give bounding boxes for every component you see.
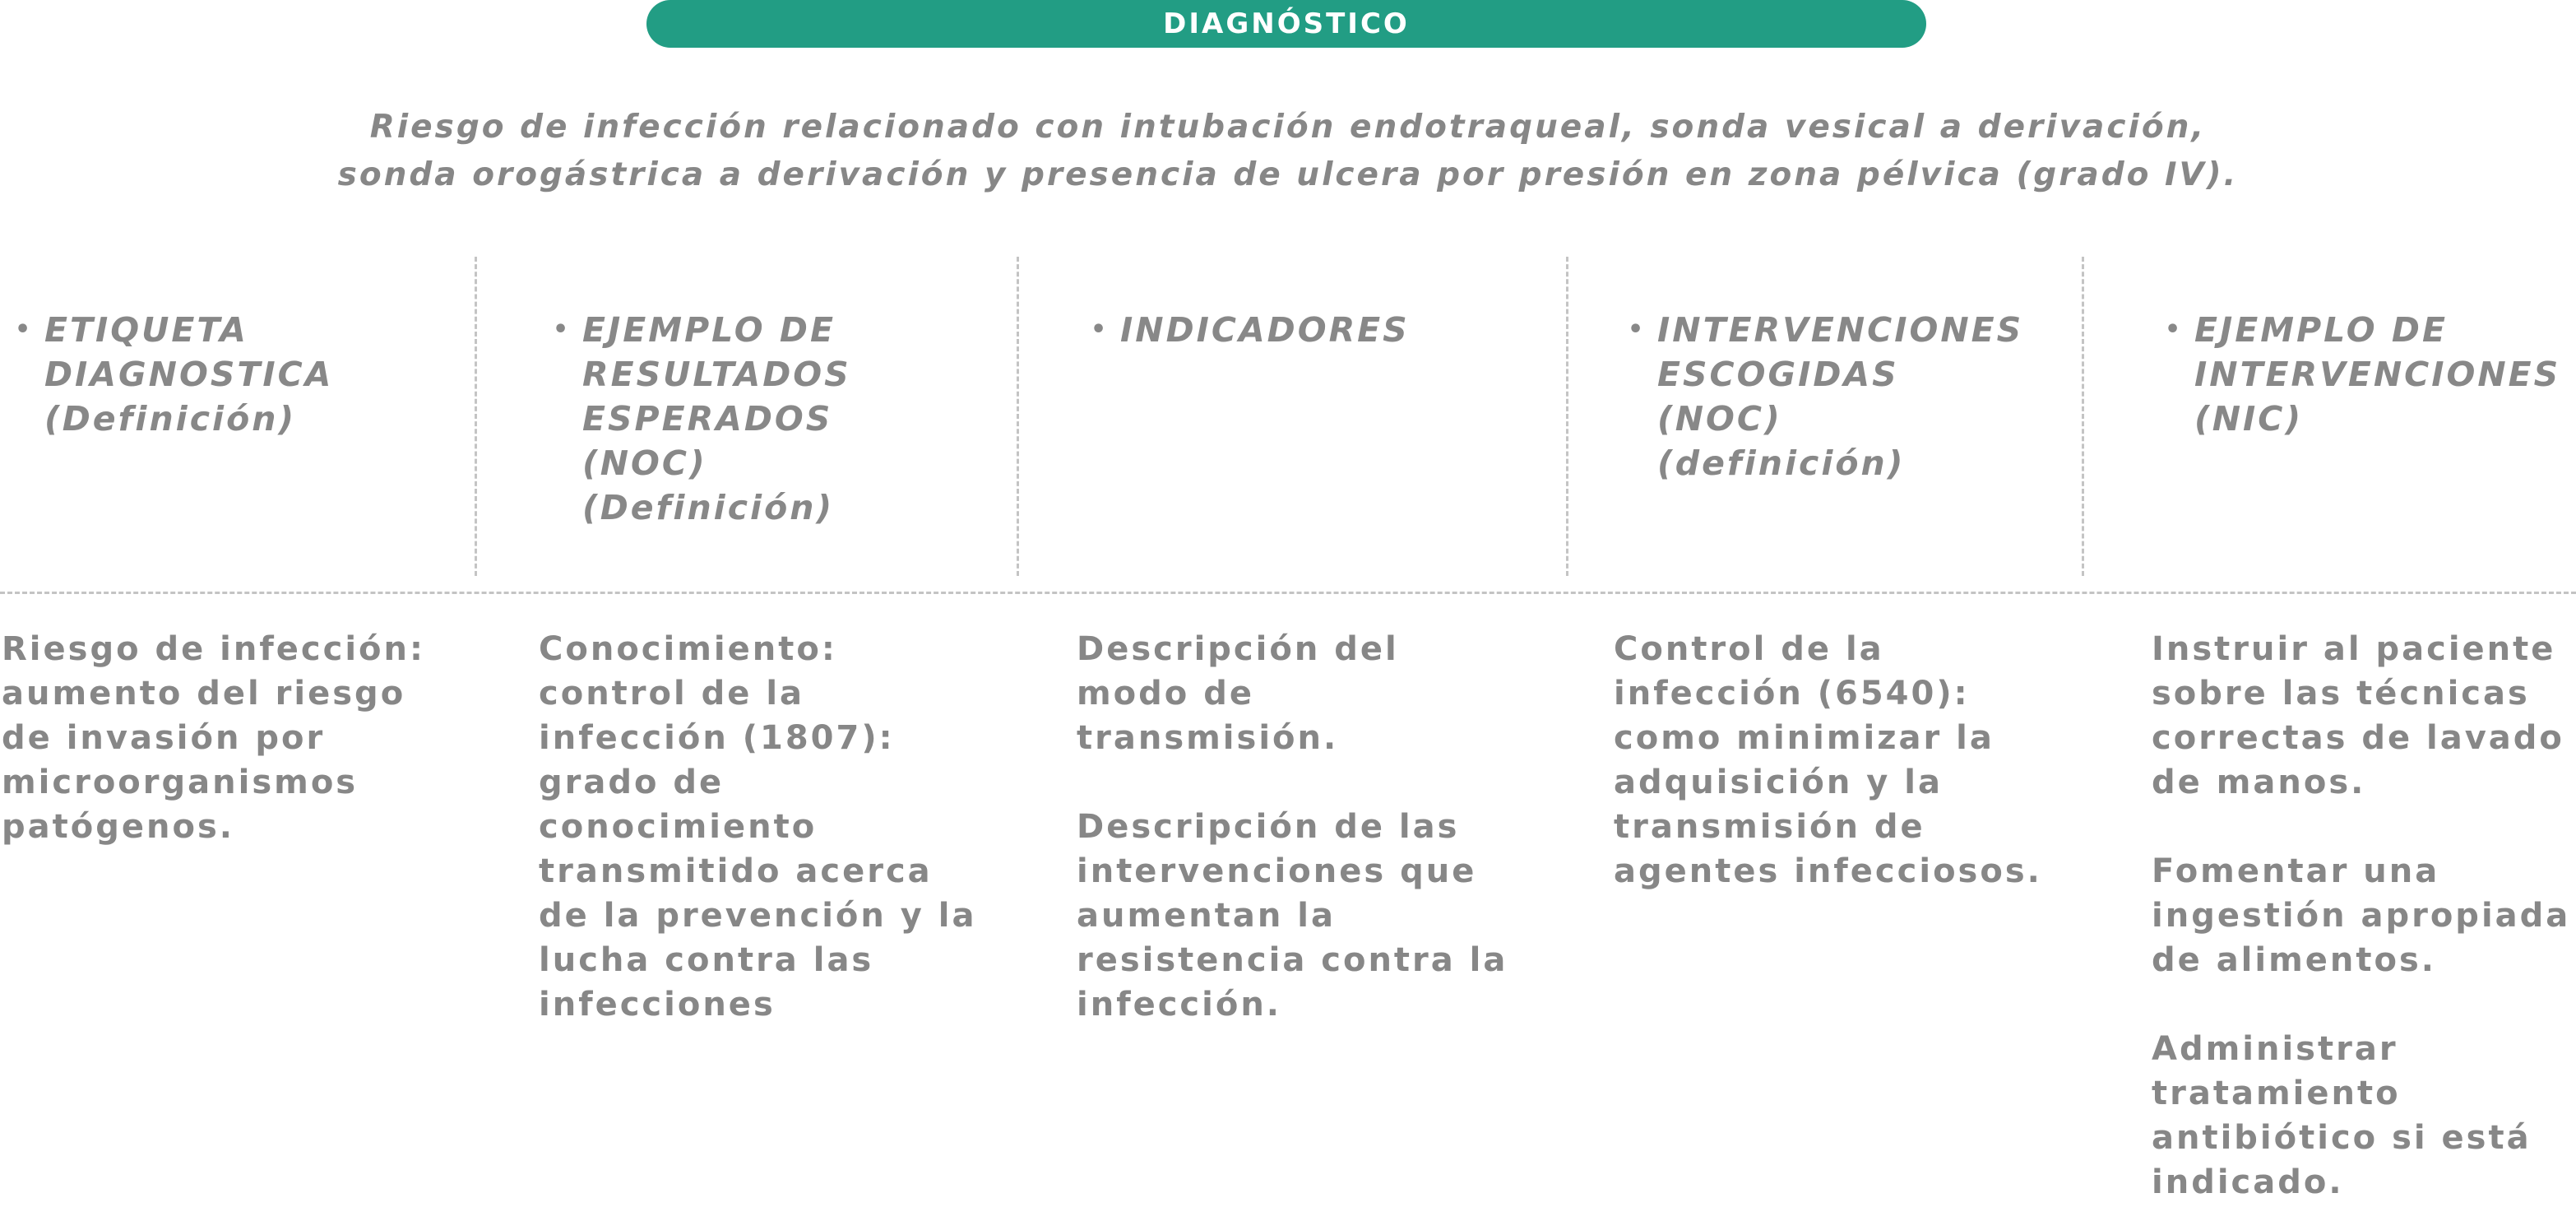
header-line: RESULTADOS xyxy=(582,355,851,394)
body-line: modo de xyxy=(1077,675,1254,713)
header-line: INTERVENCIONES xyxy=(1657,310,2024,350)
column-ejemplo-intervenciones-body xyxy=(2152,627,2570,1205)
body-line: conocimiento xyxy=(539,808,818,846)
body-line: de manos. xyxy=(2152,764,2366,801)
body-line: transmisión. xyxy=(1077,719,1339,757)
body-line: ingestión apropiada xyxy=(2152,897,2571,935)
header-line: ESCOGIDAS xyxy=(1657,355,1899,394)
body-line: Descripción del xyxy=(1077,630,1399,668)
body-line: sobre las técnicas xyxy=(2152,675,2530,713)
column-indicadores-body xyxy=(1077,627,1508,1027)
header-intervenciones-escogidas xyxy=(1628,308,2024,485)
header-indicadores xyxy=(1091,308,1410,352)
body-line: lucha contra las xyxy=(539,941,874,979)
header-line: (definición) xyxy=(1657,443,1906,483)
column-divider xyxy=(2082,257,2084,576)
body-line: infecciones xyxy=(539,986,776,1024)
body-line: microorganismos xyxy=(2,764,359,801)
header-etiqueta-diagnostica xyxy=(15,308,334,441)
header-resultados-esperados xyxy=(553,308,851,530)
bullet-icon: • xyxy=(2165,315,2184,344)
body-line: antibiótico si está xyxy=(2152,1119,2532,1157)
body-line: de alimentos. xyxy=(2152,941,2436,979)
header-line: INDICADORES xyxy=(1120,310,1410,350)
column-resultados-body xyxy=(539,627,977,1027)
header-line: EJEMPLO DE xyxy=(582,310,836,350)
body-line: infección. xyxy=(1077,986,1282,1024)
diagnosis-statement-line: Riesgo de infección relacionado con intubación endotraqueal, sonda vesical a derivación, xyxy=(369,109,2207,146)
column-divider xyxy=(1017,257,1019,576)
body-line: Fomentar una xyxy=(2152,852,2440,890)
body-line: transmitido acerca xyxy=(539,852,933,890)
body-line: Descripción de las xyxy=(1077,808,1460,846)
body-line: infección (1807): xyxy=(539,719,895,757)
body-line: infección (6540): xyxy=(1614,675,1970,713)
body-line: aumentan la xyxy=(1077,897,1336,935)
diagnosis-statement-line: sonda orogástrica a derivación y presencia de ulcera por presión en zona pélvica (grado IV). xyxy=(337,156,2239,193)
header-line: INTERVENCIONES xyxy=(2194,355,2561,394)
body-line: de la prevención y la xyxy=(539,897,977,935)
body-line: control de la xyxy=(539,675,805,713)
paragraph-gap xyxy=(1077,760,1508,805)
bullet-icon: • xyxy=(553,315,572,344)
column-divider xyxy=(1566,257,1568,576)
body-line: grado de xyxy=(539,764,725,801)
body-line: como minimizar la xyxy=(1614,719,1995,757)
body-line: tratamiento xyxy=(2152,1075,2401,1112)
header-line: ETIQUETA xyxy=(44,310,248,350)
header-line: (Definición) xyxy=(582,488,835,527)
paragraph-gap xyxy=(2152,805,2570,849)
body-line: Riesgo de infección: xyxy=(2,630,425,668)
column-divider xyxy=(475,257,477,576)
diagnostico-banner xyxy=(646,0,1926,48)
body-line: de invasión por xyxy=(2,719,326,757)
body-line: Conocimiento: xyxy=(539,630,837,668)
body-line: adquisición y la xyxy=(1614,764,1943,801)
body-line: agentes infecciosos. xyxy=(1614,852,2042,890)
column-intervenciones-escogidas-body xyxy=(1614,627,2042,894)
bullet-icon: • xyxy=(1091,315,1110,344)
body-line: Instruir al paciente xyxy=(2152,630,2556,668)
header-line: DIAGNOSTICA xyxy=(44,355,334,394)
body-line: correctas de lavado xyxy=(2152,719,2564,757)
banner-title: DIAGNÓSTICO xyxy=(1163,7,1410,40)
column-etiqueta-body xyxy=(2,627,425,849)
header-line: (NOC) xyxy=(582,443,707,483)
header-ejemplo-intervenciones xyxy=(2165,308,2561,441)
paragraph-gap xyxy=(2152,982,2570,1027)
bullet-icon: • xyxy=(1628,315,1647,344)
header-line: EJEMPLO DE xyxy=(2194,310,2448,350)
body-line: patógenos. xyxy=(2,808,234,846)
body-line: Control de la xyxy=(1614,630,1884,668)
body-line: Administrar xyxy=(2152,1030,2398,1068)
diagnosis-statement xyxy=(0,104,2576,199)
header-line: ESPERADOS xyxy=(582,399,833,439)
body-line: intervenciones que xyxy=(1077,852,1477,890)
header-divider xyxy=(0,592,2576,594)
body-line: indicado. xyxy=(2152,1163,2344,1201)
body-line: resistencia contra la xyxy=(1077,941,1508,979)
header-line: (Definición) xyxy=(44,399,297,439)
header-line: (NIC) xyxy=(2194,399,2304,439)
body-line: aumento del riesgo xyxy=(2,675,406,713)
header-line: (NOC) xyxy=(1657,399,1782,439)
body-line: transmisión de xyxy=(1614,808,1925,846)
bullet-icon: • xyxy=(15,315,34,344)
